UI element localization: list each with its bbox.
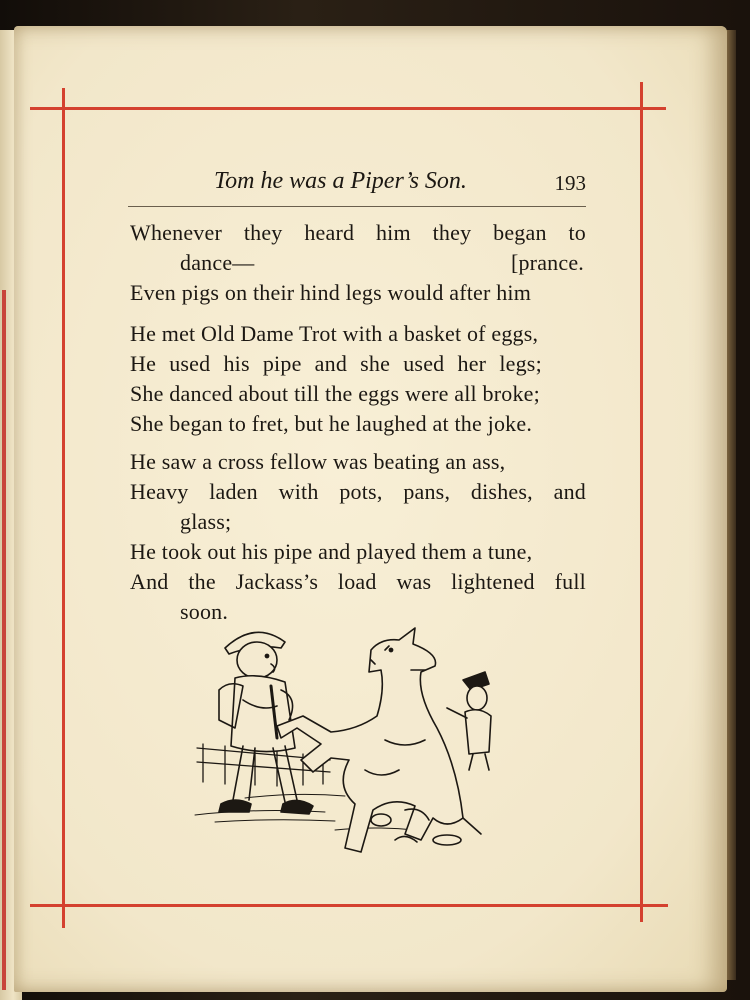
verse-word: He: [130, 351, 157, 376]
running-title: Tom he was a Piper’s Son.: [214, 168, 467, 194]
verse-word: the: [188, 569, 216, 594]
verse-word: used: [169, 351, 211, 376]
verse-word: full: [554, 569, 586, 594]
verse-word: Jackass’s: [235, 569, 319, 594]
frame-left-rule: [62, 88, 65, 928]
verse-line: [130, 567, 586, 597]
verse-word: his: [223, 351, 250, 376]
verse-word: And: [130, 569, 169, 594]
verse-word: used: [403, 351, 445, 376]
verse-line: She began to fret, but he laughed at the joke.: [130, 411, 533, 436]
verse-line: Even pigs on their hind legs would after him: [130, 280, 532, 305]
stanza-3: [130, 447, 586, 627]
verse-word: pipe: [262, 351, 302, 376]
verse-word: she: [360, 351, 391, 376]
verse-word: they: [243, 220, 283, 245]
verse-line: He took out his pipe and played them a tune,: [130, 539, 533, 564]
verse-word: with: [278, 479, 319, 504]
verse-word: load: [337, 569, 377, 594]
verse-word: Whenever: [130, 220, 222, 245]
frame-top-rule: [30, 107, 666, 110]
verse-line: [130, 248, 586, 278]
verse-word: to: [568, 220, 586, 245]
frame-bottom-rule: [30, 904, 668, 907]
stanza-1: [130, 218, 586, 308]
previous-page-red-rule: [2, 290, 6, 990]
verse-word: they: [432, 220, 472, 245]
verse-word: him: [375, 220, 411, 245]
verse-line: He saw a cross fellow was beating an ass,: [130, 449, 506, 474]
verse-word: Heavy: [130, 479, 189, 504]
man-figure-drawing: [447, 672, 491, 770]
verse-word: pots,: [339, 479, 383, 504]
verse-word: dishes,: [470, 479, 533, 504]
stanza-2: [130, 319, 586, 439]
verse-word: began: [493, 220, 547, 245]
verse-word: laden: [209, 479, 258, 504]
verse-word: was: [396, 569, 432, 594]
verse-word: and: [553, 479, 586, 504]
verse-word: heard: [304, 220, 355, 245]
verse-line: [130, 477, 586, 507]
verse-line: soon.: [180, 599, 229, 624]
verse-word: and: [314, 351, 348, 376]
frame-right-rule: [640, 82, 643, 922]
verse-line: He met Old Dame Trot with a basket of eggs,: [130, 321, 539, 346]
header-rule: [128, 206, 586, 207]
verse-word: her: [457, 351, 487, 376]
turnover-bracket-text: [prance.: [510, 250, 584, 275]
verse-line: [130, 349, 542, 379]
verse-word: pans,: [403, 479, 451, 504]
page-number: 193: [554, 171, 586, 195]
verse-line: She danced about till the eggs were all broke;: [130, 381, 540, 406]
verse-word: lightened: [451, 569, 535, 594]
verse-word: legs;: [499, 351, 542, 376]
piper-and-jackass-illustration: [185, 620, 515, 865]
page-header: [128, 168, 588, 196]
verse-line: glass;: [180, 509, 232, 534]
verse-line: [130, 218, 586, 248]
verse-text: dance—: [180, 250, 255, 275]
